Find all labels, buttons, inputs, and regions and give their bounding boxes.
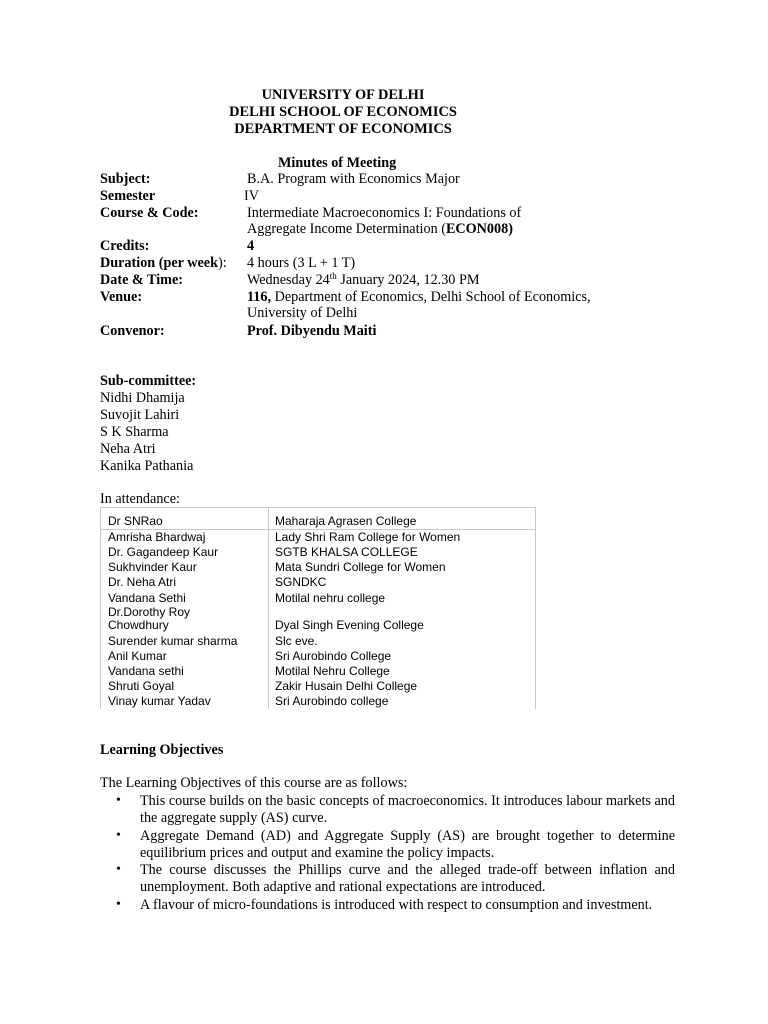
subcommittee-label: Sub-committee: [100, 373, 197, 389]
table-cell-name: Amrisha Bhardwaj [108, 530, 206, 544]
semester-label: Semester [100, 188, 156, 204]
table-cell-name: Dr. Gagandeep Kaur [108, 545, 219, 559]
bullet-icon: • [116, 793, 121, 808]
subject-label: Subject: [100, 171, 151, 187]
table-cell-college: Slc eve. [275, 634, 318, 648]
attendance-label: In attendance: [100, 491, 180, 507]
table-cell-college: Sri Aurobindo College [275, 649, 392, 663]
table-cell-name: Vandana Sethi [108, 591, 186, 605]
objectives-intro: The Learning Objectives of this course are as follows: [100, 775, 408, 791]
convenor-label: Convenor: [100, 323, 165, 339]
table-cell-college: Dyal Singh Evening College [275, 618, 424, 632]
table-cell-name: Dr SNRao [108, 514, 163, 528]
table-cell-college: SGTB KHALSA COLLEGE [275, 545, 418, 559]
date-label: Date & Time: [100, 272, 184, 288]
duration-label: Duration (per week): [100, 255, 227, 271]
table-cell-college: Maharaja Agrasen College [275, 514, 417, 528]
table-cell-name: Vinay kumar Yadav [108, 694, 211, 708]
credits-label: Credits: [100, 238, 150, 254]
objective-item: Aggregate Demand (AD) and Aggregate Supply (AS) are brought together to determine equilibrium prices and output and examine the policy impacts. [140, 828, 675, 861]
duration-value: 4 hours (3 L + 1 T) [247, 255, 356, 271]
table-cell-name: Shruti Goyal [108, 679, 175, 693]
bullet-icon: • [116, 897, 121, 912]
table-cell-name: Vandana sethi [108, 664, 184, 678]
date-value: Wednesday 24th January 2024, 12.30 PM [247, 271, 480, 288]
subcommittee-member: Nidhi Dhamija [100, 390, 185, 406]
subcommittee-member: Suvojit Lahiri [100, 407, 180, 423]
table-cell-name: Surender kumar sharma [108, 634, 238, 648]
university-name: UNIVERSITY OF DELHI [261, 87, 425, 103]
objective-item: This course builds on the basic concepts of macroeconomics. It introduces labour markets and the aggregate supply (AS) curve. [140, 793, 675, 826]
table-cell-college: Zakir Husain Delhi College [275, 679, 418, 693]
objective-item: A flavour of micro-foundations is introduced with respect to consumption and investment. [140, 897, 653, 913]
subject-value: B.A. Program with Economics Major [247, 171, 460, 187]
subcommittee-member: S K Sharma [100, 424, 169, 440]
attendance-table [100, 507, 536, 709]
table-cell-college: SGNDKC [275, 575, 327, 589]
department-name: DEPARTMENT OF ECONOMICS [234, 121, 452, 137]
venue-value-line2: University of Delhi [247, 305, 358, 321]
course-label: Course & Code: [100, 205, 199, 221]
venue-label: Venue: [100, 289, 143, 305]
page-title: Minutes of Meeting [278, 155, 397, 171]
table-cell-name: Dr.Dorothy Roy [108, 605, 191, 619]
table-cell-name: Anil Kumar [108, 649, 167, 663]
table-cell-college: Sri Aurobindo college [275, 694, 389, 708]
subcommittee-member: Neha Atri [100, 441, 156, 457]
course-code: ECON008) [445, 221, 513, 237]
objective-item: The course discusses the Phillips curve and the alleged trade-off between inflation and unemployment. Both adaptive and rational expectations are introduced. [140, 862, 675, 895]
course-value-line1: Intermediate Macroeconomics I: Foundations of [247, 205, 522, 221]
bullet-icon: • [116, 828, 121, 843]
school-name: DELHI SCHOOL OF ECONOMICS [229, 104, 457, 120]
credits-value: 4 [247, 238, 255, 254]
table-cell-college: Mata Sundri College for Women [275, 560, 446, 574]
table-cell-name: Dr. Neha Atri [108, 575, 177, 589]
semester-value: IV [244, 188, 259, 204]
objectives-heading: Learning Objectives [100, 742, 224, 758]
table-cell-college: Motilal nehru college [275, 591, 386, 605]
course-value-line2: Aggregate Income Determination (ECON008) [247, 221, 513, 237]
table-cell-college: Motilal Nehru College [275, 664, 390, 678]
table-cell-college: Lady Shri Ram College for Women [275, 530, 461, 544]
table-cell-name: Chowdhury [108, 618, 169, 632]
convenor-value: Prof. Dibyendu Maiti [247, 323, 377, 339]
table-cell-name: Sukhvinder Kaur [108, 560, 197, 574]
bullet-icon: • [116, 862, 121, 877]
subcommittee-member: Kanika Pathania [100, 458, 194, 474]
venue-value: 116, Department of Economics, Delhi School of Economics, [247, 289, 591, 305]
